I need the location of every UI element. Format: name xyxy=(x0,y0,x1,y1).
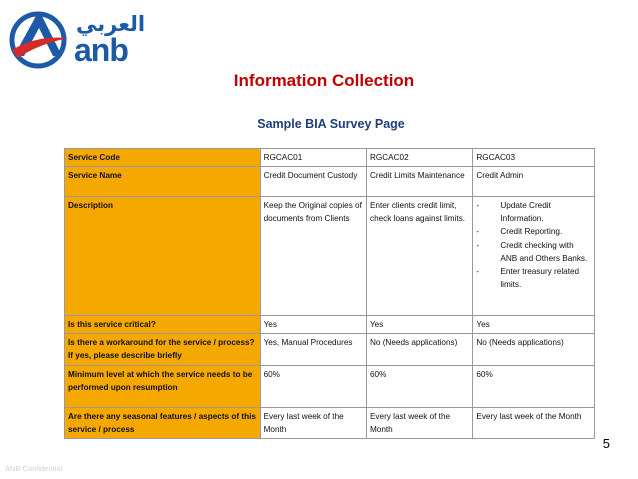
table-row xyxy=(65,407,595,438)
table-row xyxy=(65,149,595,167)
table-cell: Yes xyxy=(366,316,472,334)
table-cell: Keep the Original copies of documents from Clients xyxy=(260,197,366,316)
table-cell-description-list xyxy=(473,197,595,316)
table-row xyxy=(65,334,595,365)
row-label: Is there a workaround for the service / process? If yes, please describe briefly xyxy=(65,334,261,365)
table-cell: Yes xyxy=(473,316,595,334)
description-list xyxy=(476,199,591,291)
table-cell: 60% xyxy=(366,365,472,407)
table-cell: Every last week of the Month xyxy=(366,407,472,438)
anb-logo-icon xyxy=(6,6,74,72)
row-label: Service Name xyxy=(65,167,261,197)
list-item-text: Update Credit Information. xyxy=(500,201,551,224)
row-label: Is this service critical? xyxy=(65,316,261,334)
row-label: Description xyxy=(65,197,261,316)
logo-anb-text: anb xyxy=(74,32,128,68)
list-dash: - xyxy=(476,227,480,237)
table-row xyxy=(65,365,595,407)
table-row xyxy=(65,197,595,316)
list-item xyxy=(476,265,591,291)
table-cell: No (Needs applications) xyxy=(473,334,595,365)
list-dash: - xyxy=(476,240,480,250)
list-item xyxy=(476,225,591,238)
bia-survey-table xyxy=(64,148,595,439)
list-item xyxy=(476,199,591,225)
row-label: Minimum level at which the service needs to be performed upon resumption xyxy=(65,365,261,407)
table-cell: RGCAC02 xyxy=(366,149,472,167)
table-cell: Every last week of the Month xyxy=(473,407,595,438)
page-number: 5 xyxy=(602,436,610,451)
table-cell: RGCAC03 xyxy=(473,149,595,167)
row-label: Are there any seasonal features / aspects of this service / process xyxy=(65,407,261,438)
list-dash: - xyxy=(476,266,480,276)
table-cell: 60% xyxy=(260,365,366,407)
logo-arabic-text: العربي xyxy=(76,12,146,36)
page-subtitle: Sample BIA Survey Page xyxy=(257,117,405,131)
table-cell: RGCAC01 xyxy=(260,149,366,167)
list-dash: - xyxy=(476,201,480,211)
table-cell: Every last week of the Month xyxy=(260,407,366,438)
page-title: Information Collection xyxy=(233,71,415,90)
row-label: Service Code xyxy=(65,149,261,167)
table-cell: 60% xyxy=(473,365,595,407)
table-cell: Yes xyxy=(260,316,366,334)
confidential-footer: ANB Confidential xyxy=(5,464,63,473)
table-row xyxy=(65,167,595,197)
table-cell: Credit Limits Maintenance xyxy=(366,167,472,197)
anb-logo xyxy=(6,6,146,74)
list-item-text: Credit Reporting. xyxy=(500,227,563,237)
table-cell: Credit Document Custody xyxy=(260,167,366,197)
table-cell: No (Needs applications) xyxy=(366,334,472,365)
table-cell: Yes, Manual Procedures xyxy=(260,334,366,365)
list-item-text: Enter treasury related limits. xyxy=(500,266,580,289)
table-cell: Credit Admin xyxy=(473,167,595,197)
list-item-text: Credit checking with ANB and Others Banks. xyxy=(500,240,588,263)
list-item xyxy=(476,239,591,265)
table-cell: Enter clients credit limit, check loans against limits. xyxy=(366,197,472,316)
table-row xyxy=(65,316,595,334)
